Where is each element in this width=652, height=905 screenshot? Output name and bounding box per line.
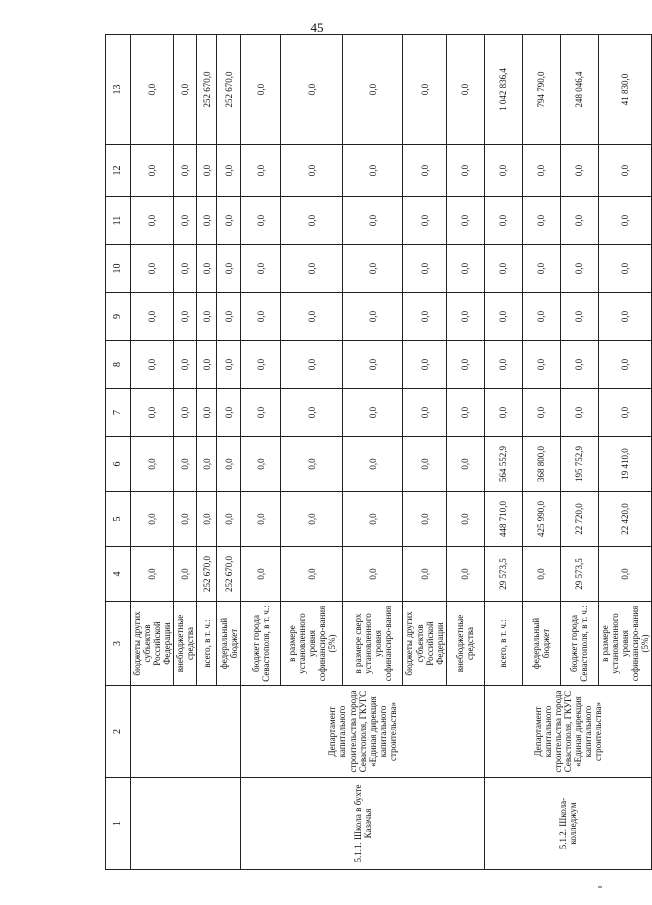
value-cell: 425 990,0 [522, 492, 560, 547]
header-col-12: 12 [106, 145, 131, 197]
value-cell: 0,0 [560, 245, 598, 293]
value-cell: 0,0 [343, 35, 403, 145]
table-row [484, 35, 522, 870]
value-cell: 0,0 [241, 437, 281, 492]
value-cell: 0,0 [281, 245, 343, 293]
value-cell: 0,0 [281, 35, 343, 145]
value-cell: 0,0 [598, 197, 651, 245]
value-cell: 0,0 [343, 293, 403, 341]
value-cell: 0,0 [197, 245, 217, 293]
funding-source-cell: федеральный бюджет [522, 602, 560, 686]
budget-table [105, 34, 652, 870]
value-cell: 0,0 [403, 437, 446, 492]
value-cell: 0,0 [131, 492, 174, 547]
value-cell: 0,0 [343, 341, 403, 389]
value-cell: 0,0 [241, 547, 281, 602]
value-cell: 0,0 [131, 145, 174, 197]
table-row [131, 35, 174, 870]
value-cell: 0,0 [197, 437, 217, 492]
value-cell: 29 573,5 [560, 547, 598, 602]
value-cell: 0,0 [446, 389, 484, 437]
value-cell: 0,0 [197, 389, 217, 437]
value-cell: 0,0 [403, 35, 446, 145]
value-cell: 0,0 [241, 35, 281, 145]
value-cell: 368 800,0 [522, 437, 560, 492]
value-cell: 0,0 [197, 492, 217, 547]
value-cell: 0,0 [484, 145, 522, 197]
value-cell: 0,0 [174, 35, 197, 145]
table-row [241, 35, 281, 870]
value-cell: 0,0 [403, 145, 446, 197]
value-cell: 0,0 [174, 341, 197, 389]
value-cell: 0,0 [446, 492, 484, 547]
header-col-8: 8 [106, 341, 131, 389]
value-cell: 252 670,0 [197, 547, 217, 602]
empty-cell [131, 686, 241, 778]
funding-source-cell: внебюджетные средства [174, 602, 197, 686]
funding-source-cell: в размере установленного уровня софинансиро-вания (5%) [598, 602, 651, 686]
value-cell: 0,0 [174, 293, 197, 341]
value-cell: 0,0 [403, 245, 446, 293]
value-cell: 248 046,4 [560, 35, 598, 145]
funding-source-cell: всего, в т. ч.: [197, 602, 217, 686]
funding-source-cell: внебюджетные средства [446, 602, 484, 686]
value-cell: 0,0 [484, 293, 522, 341]
value-cell: 0,0 [403, 341, 446, 389]
value-cell: 252 670,0 [217, 547, 241, 602]
header-col-7: 7 [106, 389, 131, 437]
value-cell: 0,0 [343, 389, 403, 437]
value-cell: 0,0 [598, 145, 651, 197]
value-cell: 29 573,5 [484, 547, 522, 602]
header-col-6: 6 [106, 437, 131, 492]
value-cell: 0,0 [560, 197, 598, 245]
value-cell: 252 670,0 [217, 35, 241, 145]
value-cell: 0,0 [560, 341, 598, 389]
value-cell: 0,0 [217, 492, 241, 547]
value-cell: 0,0 [484, 197, 522, 245]
value-cell: 0,0 [131, 35, 174, 145]
value-cell: 0,0 [174, 437, 197, 492]
value-cell: 0,0 [241, 389, 281, 437]
value-cell: 0,0 [131, 245, 174, 293]
value-cell: 0,0 [343, 245, 403, 293]
value-cell: 0,0 [522, 197, 560, 245]
value-cell: 22 720,0 [560, 492, 598, 547]
value-cell: 0,0 [197, 197, 217, 245]
value-cell: 0,0 [403, 492, 446, 547]
value-cell: 0,0 [343, 145, 403, 197]
value-cell: 794 790,0 [522, 35, 560, 145]
value-cell: 0,0 [598, 245, 651, 293]
value-cell: 0,0 [598, 293, 651, 341]
value-cell: 0,0 [241, 197, 281, 245]
value-cell: 19 410,0 [598, 437, 651, 492]
object-name-cell: 5.1.2. Школа-колледжум [484, 778, 651, 870]
value-cell: 0,0 [241, 492, 281, 547]
value-cell: 0,0 [197, 293, 217, 341]
header-col-4: 4 [106, 547, 131, 602]
value-cell: 448 710,0 [484, 492, 522, 547]
funding-source-cell: бюджеты других субъектов Российской Федерации [131, 602, 174, 686]
value-cell: 0,0 [131, 197, 174, 245]
value-cell: 0,0 [403, 547, 446, 602]
value-cell: 0,0 [281, 437, 343, 492]
value-cell: 41 830,0 [598, 35, 651, 145]
value-cell: 0,0 [131, 341, 174, 389]
funding-source-cell: федеральный бюджет [217, 602, 241, 686]
value-cell: 0,0 [522, 389, 560, 437]
executor-cell: Департамент капитального строительства города Севастополя, ГКУГС «Единая дирекция капитального строительства» [484, 686, 651, 778]
value-cell: 0,0 [241, 145, 281, 197]
empty-cell [131, 778, 241, 870]
value-cell: 0,0 [522, 145, 560, 197]
value-cell: 195 752,9 [560, 437, 598, 492]
value-cell: 0,0 [174, 145, 197, 197]
value-cell: 1 042 836,4 [484, 35, 522, 145]
value-cell: 0,0 [241, 341, 281, 389]
funding-source-cell: в размере сверх установленного уровня софинансиро-вания [343, 602, 403, 686]
value-cell: 22 420,0 [598, 492, 651, 547]
value-cell: 0,0 [484, 389, 522, 437]
value-cell: 0,0 [522, 245, 560, 293]
value-cell: 0,0 [281, 389, 343, 437]
value-cell: 252 670,0 [197, 35, 217, 145]
value-cell: 0,0 [281, 197, 343, 245]
value-cell: 0,0 [174, 245, 197, 293]
value-cell: 0,0 [560, 389, 598, 437]
value-cell: 0,0 [131, 547, 174, 602]
value-cell: 0,0 [598, 547, 651, 602]
value-cell: 0,0 [343, 437, 403, 492]
value-cell: 0,0 [446, 293, 484, 341]
value-cell: 0,0 [217, 145, 241, 197]
value-cell: 0,0 [446, 341, 484, 389]
header-col-13: 13 [106, 35, 131, 145]
header-col-5: 5 [106, 492, 131, 547]
header-col-1: 1 [106, 778, 131, 870]
value-cell: 0,0 [598, 389, 651, 437]
value-cell: 0,0 [484, 341, 522, 389]
value-cell: 0,0 [343, 492, 403, 547]
value-cell: 0,0 [343, 197, 403, 245]
value-cell: 0,0 [217, 341, 241, 389]
value-cell: 0,0 [446, 35, 484, 145]
value-cell: 0,0 [197, 341, 217, 389]
header-col-11: 11 [106, 197, 131, 245]
value-cell: 0,0 [598, 341, 651, 389]
value-cell: 0,0 [281, 547, 343, 602]
value-cell: 0,0 [560, 145, 598, 197]
value-cell: 0,0 [217, 437, 241, 492]
funding-source-cell: бюджеты других субъектов Российской Федерации [403, 602, 446, 686]
rotated-table-container [105, 35, 651, 870]
header-col-2: 2 [106, 686, 131, 778]
value-cell: 0,0 [403, 389, 446, 437]
value-cell: 0,0 [446, 437, 484, 492]
value-cell: 0,0 [446, 547, 484, 602]
value-cell: 0,0 [446, 145, 484, 197]
value-cell: 0,0 [343, 547, 403, 602]
header-col-3: 3 [106, 602, 131, 686]
value-cell: 0,0 [403, 197, 446, 245]
header-col-10: 10 [106, 245, 131, 293]
value-cell: 564 552,9 [484, 437, 522, 492]
value-cell: 0,0 [131, 293, 174, 341]
page-number: 45 [310, 20, 324, 35]
value-cell: 0,0 [174, 547, 197, 602]
value-cell: 0,0 [484, 245, 522, 293]
value-cell: 0,0 [522, 341, 560, 389]
value-cell: 0,0 [281, 492, 343, 547]
value-cell: 0,0 [217, 197, 241, 245]
value-cell: 0,0 [281, 341, 343, 389]
funding-source-cell: бюджет города Севастополя, в т. ч.: [560, 602, 598, 686]
value-cell: 0,0 [281, 145, 343, 197]
value-cell: 0,0 [217, 293, 241, 341]
value-cell: 0,0 [403, 293, 446, 341]
value-cell: 0,0 [281, 293, 343, 341]
value-cell: 0,0 [446, 197, 484, 245]
value-cell: 0,0 [197, 145, 217, 197]
funding-source-cell: в размере установленного уровня софинансиро-вания (5%) [281, 602, 343, 686]
value-cell: 0,0 [131, 437, 174, 492]
value-cell: 0,0 [446, 245, 484, 293]
funding-source-cell: всего, в т. ч.: [484, 602, 522, 686]
value-cell: 0,0 [522, 547, 560, 602]
value-cell: 0,0 [174, 492, 197, 547]
value-cell: 0,0 [217, 245, 241, 293]
value-cell: 0,0 [174, 197, 197, 245]
value-cell: 0,0 [217, 389, 241, 437]
value-cell: 0,0 [241, 245, 281, 293]
object-name-cell: 5.1.1. Школа в бухте Казачья [241, 778, 484, 870]
value-cell: 0,0 [131, 389, 174, 437]
value-cell: 0,0 [522, 293, 560, 341]
value-cell: 0,0 [174, 389, 197, 437]
value-cell: 0,0 [560, 293, 598, 341]
value-cell: 0,0 [241, 293, 281, 341]
header-col-9: 9 [106, 293, 131, 341]
funding-source-cell: бюджет города Севастополя, в т. ч.: [241, 602, 281, 686]
scan-artifact [598, 886, 602, 888]
header-row [106, 35, 131, 870]
executor-cell: Департамент капитального строительства города Севастополя, ГКУГС «Единая дирекция капитального строительства» [241, 686, 484, 778]
